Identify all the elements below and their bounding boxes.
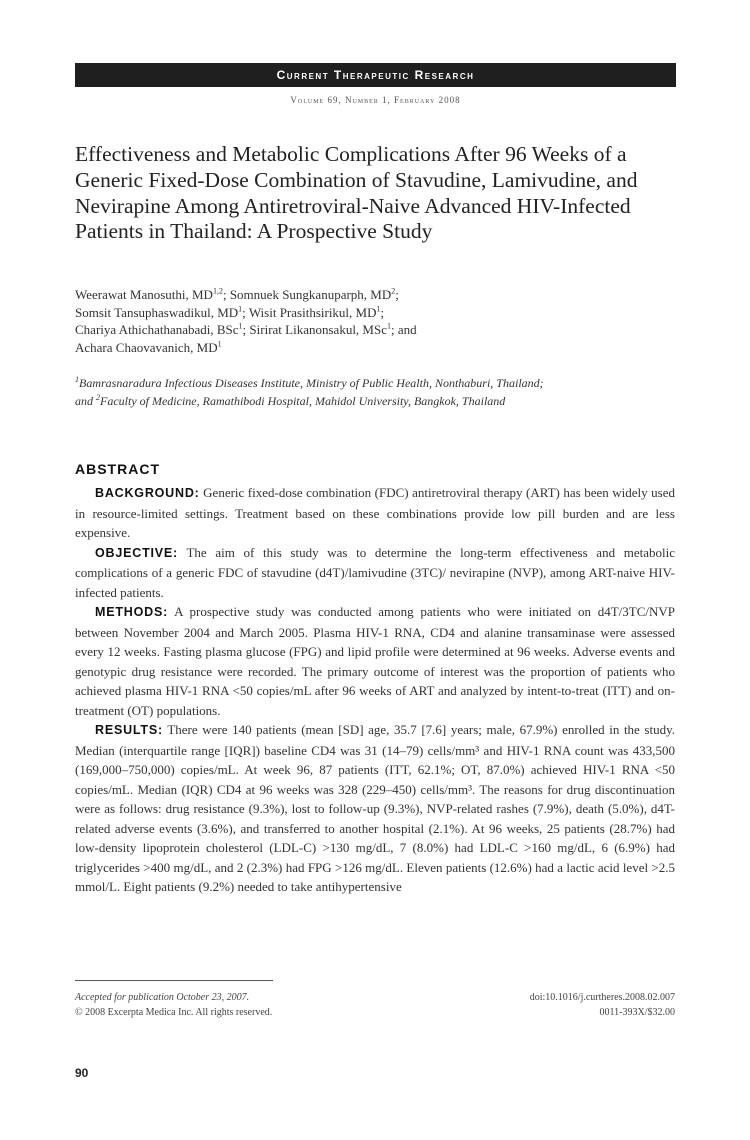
section-text: There were 140 patients (mean [SD] age, 35.7 [7.6] years; male, 67.9%) enrolled in the study. Median (interquartile range [IQR]) baseline CD4 was 31 (14–79) cells/mm³ and HIV-1 RNA count was 433,500 (169,000–750,000) copies/mL. At week 96, 87 patients (ITT, 62.1%; OT, 87.0%) achieved HIV-1 RNA <50 copies/mL. Median (IQR) CD4 at 96 weeks was 328 (229–450) cells/mm³. The reasons for drug discontinuation were as follows: drug resistance (9.3%), lost to follow-up (9.3%), NVP-related rashes (7.9%), death (5.0%), d4T-related adverse events (3.6%), and transferred to another hospital (2.1%). At 96 weeks, 25 patients (28.7%) had low-density lipoprotein cholesterol (LDL-C) >130 mg/dL, 7 (8.0%) had LDL-C >160 mg/dL, 6 (6.9%) had triglycerides >400 mg/dL, and 2 (2.3%) had FPG >126 mg/dL. Eleven patients (12.6%) had a lactic acid level >2.5 mmol/L. Eight patients (9.2%) needed to take antihypertensive [75, 722, 675, 894]
abstract-objective [75, 543, 675, 603]
volume-line: Volume 69, Number 1, February 2008 [290, 95, 461, 105]
author-sup: 1 [217, 339, 222, 349]
issn: 0011-393X/$32.00 [599, 1007, 675, 1018]
author-sup: 1 [238, 321, 243, 331]
author-sup: 2 [391, 286, 396, 296]
author: Somnuek Sungkanuparph, MD [229, 287, 392, 302]
footnote-divider [75, 980, 273, 981]
author-sup: 1 [387, 321, 391, 331]
section-text: A prospective study was conducted among patients who were initiated on d4T/3TC/NVP between November 2004 and March 2005. Plasma HIV-1 RNA, CD4 and alanine transaminase were assessed every 12 weeks. Fasting plasma glucose (FPG) and lipid profile were determined at 96 weeks. Adverse events and genotypic drug resistance were recorded. The primary outcome of interest was the proportion of patients who achieved plasma HIV-1 RNA <50 copies/mL after 96 weeks of ART and analyzed by intent-to-treat (ITT) and on-treatment (OT) populations. [75, 604, 675, 718]
section-text: The aim of this study was to determine the long-term effectiveness and metabolic complications of a generic FDC of stavudine (d4T)/lamivudine (3TC)/ nevirapine (NVP), among ART-naive HIV-infected patients. [75, 544, 675, 600]
abstract-background [75, 483, 675, 543]
section-label: BACKGROUND: [95, 486, 200, 500]
author: Sirirat Likanonsakul, MSc [249, 322, 387, 337]
author-list: Weerawat Manosuthi, MD$^{1,2}$; Somnuek Sungkanuparph, $MD^2$; Somsit Tansuphaswadikul, $MD^1$; Wisit Prasithsirikul, $MD^1$; Chariya Athichathanabadi, BSc$^1$; Sirirat Likanonsakul, MSc$^1$; and Achara Chaovavanich, $MD^1$ [75, 286, 417, 355]
affiliation-sup: 2 [96, 393, 100, 402]
affiliation-text: Faculty of Medicine, Ramathibodi Hospital, Mahidol University, Bangkok, Thailand [100, 394, 506, 408]
author: Somsit Tansuphaswadikul, MD [75, 304, 239, 320]
author-sup: 1 [376, 304, 381, 314]
abstract-body [75, 483, 675, 897]
section-label: METHODS: [95, 605, 169, 619]
author-sup: 1,2 [212, 286, 223, 296]
journal-header-bar [75, 63, 676, 87]
author: Weerawat Manosuthi, MD [75, 287, 213, 302]
footnote-right [420, 990, 675, 1020]
affiliations: $^1$Bamrasnaradura Infectious Diseases Institute, Ministry of Public Health, Nonthaburi, Thailand; and $^2$Faculty of Medicine, Ramathibodi Hospital, Mahidol University, Bangkok, Thailand [75, 375, 544, 408]
author: Wisit Prasithsirikul, MD [248, 304, 377, 320]
doi: doi:10.1016/j.curtheres.2008.02.007 [529, 992, 675, 1003]
page-number: 90 [75, 1066, 89, 1080]
affiliation-sup: 1 [75, 375, 79, 384]
author: Chariya Athichathanabadi, BSc [75, 322, 239, 337]
abstract-methods [75, 602, 675, 720]
affiliation-text: Bamrasnaradura Infectious Diseases Institute, Ministry of Public Health, Nonthaburi, Thailand; [79, 376, 544, 390]
abstract-results [75, 720, 675, 897]
section-text: Generic fixed-dose combination (FDC) antiretroviral therapy (ART) has been widely used in resource-limited settings. Treatment based on these combinations provide low pill burden and are less expensive. [75, 485, 675, 540]
journal-name: Current Therapeutic Research [276, 68, 475, 82]
copyright: © 2008 Excerpta Medica Inc. All rights reserved. [75, 1007, 273, 1018]
author-sup: 1 [238, 304, 243, 314]
article-title: Effectiveness and Metabolic Complications After 96 Weeks of a Generic Fixed-Dose Combination of Stavudine, Lamivudine, and Nevirapine Among Antiretroviral-Naive Advanced HIV-Infected Patients in Thailand: A Prospective Study [75, 142, 638, 244]
accepted-date: Accepted for publication October 23, 2007. [75, 992, 250, 1003]
author: Achara Chaovavanich, MD [75, 339, 218, 355]
footnote-left [75, 990, 272, 1020]
section-label: OBJECTIVE: [95, 545, 179, 560]
section-label: RESULTS: [95, 723, 163, 737]
abstract-heading: ABSTRACT [75, 461, 160, 477]
